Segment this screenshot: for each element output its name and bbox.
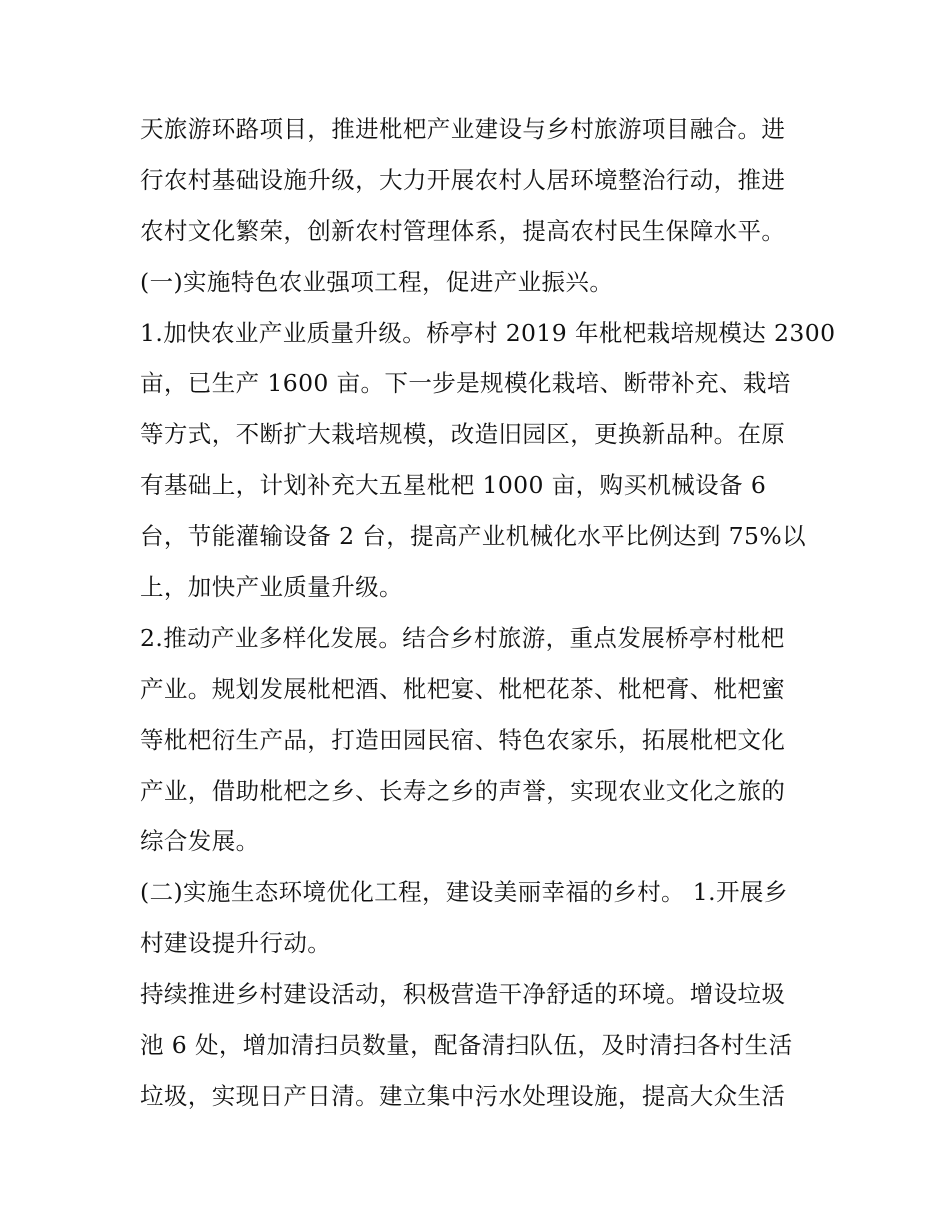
text-line: 1.加快农业产业质量升级。桥亭村 2019 年枇杷栽培规模达 2300 (140, 318, 836, 347)
text-line: 池 6 处，增加清扫员数量，配备清扫队伍，及时清扫各村生活 (140, 1031, 793, 1060)
section-heading: (二)实施生态环境优化工程，建设美丽幸福的乡村。 1.开展乡 (140, 878, 788, 907)
text-line: 2.推动产业多样化发展。结合乡村旅游，重点发展桥亭村枇杷 (140, 623, 785, 652)
text-line: 台，节能灌输设备 2 台，提高产业机械化水平比例达到 75%以 (140, 522, 806, 551)
text-line: 等枇杷衍生产品，打造田园民宿、特色农家乐，拓展枇杷文化 (140, 725, 786, 754)
text-line: 产业，借助枇杷之乡、长寿之乡的声誉，实现农业文化之旅的 (140, 776, 786, 805)
text-line: 村建设提升行动。 (140, 929, 332, 958)
text-line: 持续推进乡村建设活动，积极营造干净舒适的环境。增设垃圾 (140, 980, 786, 1009)
text-line: 农村文化繁荣，创新农村管理体系，提高农村民生保障水平。 (140, 216, 786, 245)
text-line: 上，加快产业质量升级。 (140, 573, 403, 602)
section-heading: (一)实施特色农业强项工程，促进产业振兴。 (140, 267, 614, 296)
document-page (140, 104, 836, 1122)
text-line: 行农村基础设施升级，大力开展农村人居环境整治行动，推进 (140, 165, 786, 194)
text-line: 有基础上，计划补充大五星枇杷 1000 亩，购买机械设备 6 (140, 471, 767, 500)
text-line: 产业。规划发展枇杷酒、枇杷宴、枇杷花茶、枇杷膏、枇杷蜜 (140, 674, 786, 703)
text-line: 综合发展。 (140, 827, 260, 856)
text-line: 等方式，不断扩大栽培规模，改造旧园区，更换新品种。在原 (140, 420, 786, 449)
text-line: 天旅游环路项目，推进枇杷产业建设与乡村旅游项目融合。进 (140, 115, 786, 143)
text-line: 亩，已生产 1600 亩。下一步是规模化栽培、断带补充、栽培 (140, 369, 791, 398)
text-line: 垃圾，实现日产日清。建立集中污水处理设施，提高大众生活 (140, 1081, 786, 1110)
